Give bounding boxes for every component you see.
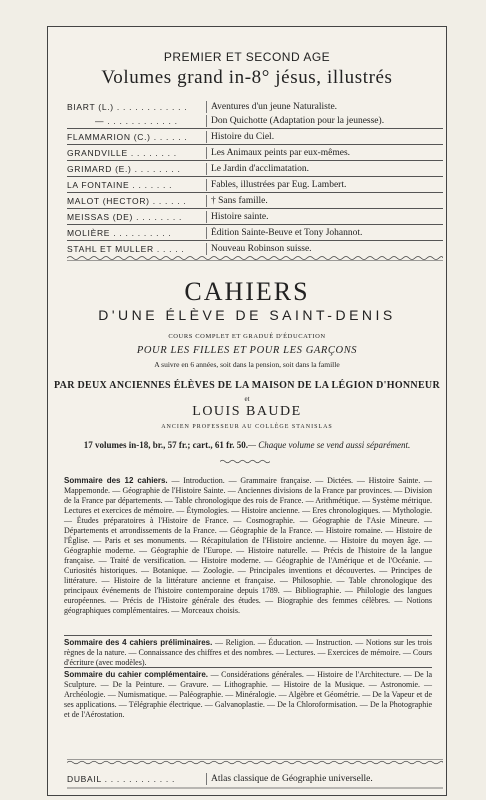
book-author: MALOT (HECTOR) . . . . . . <box>67 196 187 206</box>
cahiers-subtitle: D'UNE ÉLÈVE DE SAINT-DENIS <box>98 307 396 323</box>
book-title: Histoire sainte. <box>206 211 443 223</box>
catalogue-frame <box>47 26 447 796</box>
author-name: LOUIS BAUDE <box>192 404 302 419</box>
summary-complementaire-heading: Sommaire du cahier complémentaire. <box>64 670 208 679</box>
book-row <box>67 99 443 113</box>
bottom-rule <box>67 787 443 789</box>
et-line: et <box>244 395 250 403</box>
book-author: GRANDVILLE . . . . . . . . <box>67 148 177 158</box>
summary-4-text: — Religion. — Éducation. — Instruction. — Notions sur les trois règnes de la nature. — Connaissance des chiffres et des nombres. — Lectures. — Exercices de mémoire. — Cours d'écriture (avec modèles). <box>64 638 432 667</box>
summary-12-heading: Sommaire des 12 cahiers. <box>64 476 168 485</box>
summary-4-cahiers <box>64 635 432 668</box>
dubail-title: Atlas classique de Géographie universelle. <box>206 773 443 785</box>
book-title: Édition Sainte-Beuve et Tony Johannot. <box>206 227 443 239</box>
book-author: STAHL ET MULLER . . . . . <box>67 244 185 254</box>
cahiers-title: CAHIERS <box>184 277 310 306</box>
book-title: Le Jardin d'acclimatation. <box>206 163 443 175</box>
book-author: MEISSAS (DE) . . . . . . . . <box>67 212 183 222</box>
section-heading: PREMIER ET SECOND AGE <box>163 50 331 64</box>
book-title: Les Animaux peints par eux-mêmes. <box>206 147 443 159</box>
book-author: BIART (L.) . . . . . . . . . . . . <box>67 102 188 112</box>
book-title: Aventures d'un jeune Naturaliste. <box>206 101 443 113</box>
book-row <box>67 241 443 256</box>
book-author: — . . . . . . . . . . . . <box>95 116 178 126</box>
cours-line: COURS COMPLET ET GRADUÉ D'ÉDUCATION <box>168 333 326 340</box>
book-row <box>67 177 443 193</box>
book-author: MOLIÈRE . . . . . . . . . . <box>67 228 172 238</box>
book-author: FLAMMARION (C.) . . . . . . <box>67 132 188 142</box>
summary-12-cahiers <box>64 476 432 616</box>
wavy-rule-bottom <box>67 759 443 765</box>
book-row <box>67 225 443 241</box>
book-title: Nouveau Robinson suisse. <box>206 243 443 255</box>
book-row <box>67 113 443 129</box>
book-author: LA FONTAINE . . . . . . . <box>67 180 173 190</box>
book-author: GRIMARD (E.) . . . . . . . . <box>67 164 181 174</box>
book-list <box>67 99 443 256</box>
book-row <box>67 193 443 209</box>
book-title: Fables, illustrées par Eug. Lambert. <box>206 179 443 191</box>
book-row <box>67 129 443 145</box>
price-note: — Chaque volume se vend aussi séparément. <box>248 440 411 450</box>
dubail-row <box>67 773 443 785</box>
pour-line: POUR LES FILLES ET POUR LES GARÇONS <box>136 345 358 356</box>
summary-12-text: — Introduction. — Grammaire française. — Dictées. — Histoire Sainte. — Mappemonde. — Géographie de l'Histoire Sainte. — Anciennes divisions de la France par provinces. — Division de la France par départements. — Table chronologique des rois de France. — Arithmétique. — Système métrique. Lectures et exercices de mémoire. — Étymologies. — Histoire ancienne. — Eres chronologiques. — Mythologie. — Études préparatoires à l'Histoire de France. — Cosmographie. — Géographie de l'Asie Mineure. — Départements et arrondissements de la France. — Géographie de la France. — Histoire romaine. — Histoire de l'Église. — Paris et ses monuments. — Récapitulation de l'Histoire ancienne. — Histoire du moyen âge. — Géographie moderne. — Géographie de l'Europe. — Histoire naturelle. — Précis de l'histoire de la langue française. — Traité de versification. — Histoire moderne. — Géographie de l'Amérique et de l'Océanie. — Curiosités historiques. — Botanique. — Zoologie. — Principales inventions et découvertes. — Principes de littérature. — Histoire de la littérature ancienne et française. — Philosophie. — Table chronologique des principaux événements de l'histoire contemporaine depuis 1789. — Bibliographie. — Philologie des langues européennes. — Précis de l'Histoire générale des études. — Biographie des femmes célèbres. — Notions géographiques complémentaires. — Morceaux choisis. <box>64 476 432 615</box>
book-row <box>67 145 443 161</box>
book-title: Don Quichotte (Adaptation pour la jeunesse). <box>206 115 443 127</box>
dubail-author: DUBAIL . . . . . . . . . . . . <box>67 774 176 784</box>
book-title: † Sans famille. <box>206 195 443 207</box>
section-subheading: Volumes grand in-8° jésus, illustrés <box>101 67 393 88</box>
summary-complementaire-text: — Considérations générales. — Histoire de l'Architecture. — De la Sculpture. — De la Peinture. — Gravure. — Lithographie. — Histoire de la Musique. — Astronomie. — Archéologie. — Numismatique. — Paléographie. — Minéralogie. — Algèbre et Géométrie. — De la Vapeur et de ses applications. — Télégraphie électrique. — Galvanoplastie. — De la Chloroformisation. — De la Photographie et de l'Aérostation. <box>64 670 432 719</box>
book-title: Histoire du Ciel. <box>206 131 443 143</box>
price-line <box>48 440 446 450</box>
par-line: PAR DEUX ANCIENNES ÉLÈVES DE LA MAISON DE LA LÉGION D'HONNEUR <box>54 380 440 391</box>
suivre-line: A suivre en 6 années, soit dans la pension, soit dans la famille <box>154 360 340 369</box>
summary-complementaire <box>64 667 432 720</box>
wavy-rule <box>67 255 443 261</box>
price-volumes: 17 volumes in-18, br., 57 fr.; cart., 61 fr. 50. <box>83 440 248 450</box>
small-wavy-rule <box>220 459 270 464</box>
summary-4-heading: Sommaire des 4 cahiers préliminaires. <box>64 638 213 647</box>
author-role: ANCIEN PROFESSEUR AU COLLÈGE STANISLAS <box>161 424 333 430</box>
book-row <box>67 161 443 177</box>
book-row <box>67 209 443 225</box>
